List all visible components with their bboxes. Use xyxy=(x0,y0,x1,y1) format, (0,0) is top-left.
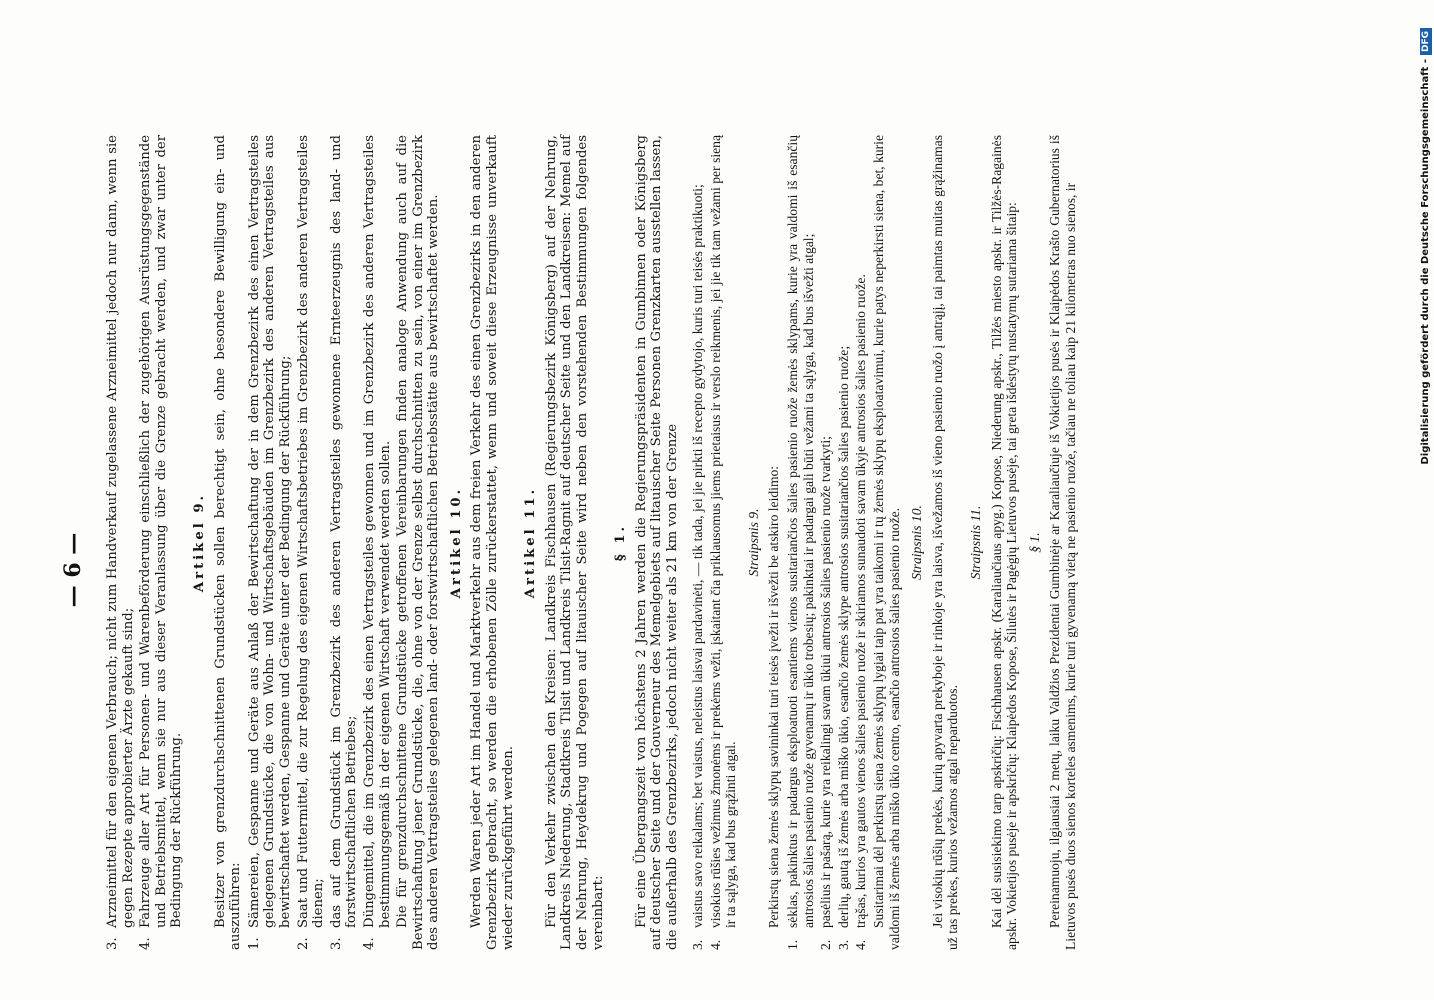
item-text: visokios rūšies vežimus žmonėms ir prekėms vežti, įskaitant čia priklausomus jiems prietaisus ir verslo reikmenis, jei jie tik tam vežami per sieną ir ta sąlyga, kad bus grąžinti atgal. xyxy=(707,135,739,928)
german-article-11-title: Artikel 11. xyxy=(523,486,539,599)
german-article-11-text: Für den Verkehr zwischen den Kreisen: Landkreis Fischhausen (Regierungsbezirk Königsberg) auf der Nehrung, Landkreis Niederung, Stadtkreis Tilsit und Landkreis Tilsit-Ragnit auf deutscher Seite und den Landkreisen: Memel auf der Nehrung, Heydekrug und Pogegen auf litauischer Seite wird neben den vorstehenden Bestimmungen folgendes vereinbart: xyxy=(543,135,606,950)
german-article-10-title: Artikel 10. xyxy=(448,486,464,599)
german-art9-item-2 xyxy=(296,135,327,950)
lithuanian-item-4 xyxy=(708,135,739,950)
german-section-1-title: § 1. xyxy=(613,523,629,562)
item-number: 4. xyxy=(138,937,154,950)
dfg-logo: DFG xyxy=(1420,28,1432,55)
item-number: 4. xyxy=(707,939,723,950)
item-number: 3. xyxy=(690,939,705,950)
credit-text: Digitalisierung gefördert durch die Deutsche Forschungsgemeinschaft - xyxy=(1420,59,1431,465)
item-number: 3. xyxy=(105,937,120,950)
lithuanian-art9-item-3 xyxy=(836,135,852,950)
lithuanian-article-11-text: Kai dėl susisiekimo tarp apskričių: Fischhausen apskr. (Karaliaučiaus apyg.) Kopose, Niederung apskr., Tilžės miesto apskr. ir Tilžės-Ragainės apskr. Vokietijos pusėje ir apskričių: Klaipėdos Kopose, Šilutės ir Pagėgių Lietuvos pusėje, tai greta išdėstytų nustatymų sutariama šitaip: xyxy=(988,135,1020,950)
german-art9-item-4 xyxy=(362,135,393,950)
item-text: pasėlius ir pašarą, kurie yra reikalingi savam ūkiui antrosios šalies pasienio ruože tvarkyti; xyxy=(818,436,834,928)
item-text: trąšas, kurios yra gautos vienos šalies pasienio ruože ir skiriamos sunaudoti savam ūkyje antrosios šalies pasienio ruože. xyxy=(853,274,869,928)
lithuanian-article-10-text: Jei visokių rūšių prekės, kurių apyvarta prekyboje ir rinkoje yra laisva, išvežamos iš vieno pasienio ruožo į antrąjį, tai paimtas muitas grąžinamas už tas prekes, kurios vežamos atgal neparduotos. xyxy=(929,135,961,950)
german-item-4 xyxy=(138,135,185,950)
lithuanian-item-3 xyxy=(690,135,706,950)
item-text: vaistus savo reikalams; bet vaistus, neleistus laisvai pardavinėti, — tik tada, jei jie pirkti iš recepto gydytojo, kuris turi teisės praktikuoti; xyxy=(690,184,705,928)
digitization-credit-text xyxy=(1420,28,1432,988)
item-number: 4. xyxy=(853,939,869,950)
item-text: Arzneimittel für den eigenen Verbrauch; nicht zum Handverkauf zugelassene Arzneimittel jedoch nur dann, wenn sie gegen Rezepte approbierter Ärzte gekauft sind; xyxy=(105,135,136,928)
item-text: derlių, gautą iš žemės arba miško ūkio, esančio žemės sklype antrosios susitariančios šalies pasienio ruože; xyxy=(835,345,851,928)
german-article-10-text: Werden Waren jeder Art im Handel und Marktverkehr aus dem freien Verkehr des einen Grenzbezirks in den anderen Grenzbezirk gebracht, so werden die erhobenen Zölle zurückerstattet, wenn und soweit diese Erzeugnisse unverkauft wieder zurückgeführt werden. xyxy=(469,135,516,950)
german-article-9-intro: Besitzer von grenzdurchschnittenen Grundstücken sollen berechtigt sein, ohne besondere Bewilligung ein- und auszuführen: xyxy=(212,135,244,950)
lithuanian-article-9-title: Straipsnis 9. xyxy=(745,508,761,577)
lithuanian-article-9-closing: Susitarimai dėl perkirstų siena žemės sklypų lygiai taip pat yra taikomi ir tų žemės sklypų eksploatavimui, kurie patys neperkirsti siena, bet, kurie valdomi iš žemės arba miško ūkio centro, esančio antrosios šalies pasienio ruože. xyxy=(870,135,902,950)
lithuanian-section-1-text: Pereinamuoju, ilgiausiai 2 metų, laiku Valdžios Prezidentai Gumbinėje ar Karaliaučiuje iš Vokietijos pusės ir Klaipėdos Krašto Gubernatorius iš Lietuvos pusės duos sienos korteles asmenims, kurie turi gyvenamą vietą ne pasienio ruože, tačiau ne toliau kaip 21 kilometras nuo sienos, ir xyxy=(1047,135,1078,950)
lithuanian-column xyxy=(690,135,1250,950)
rotated-page-content xyxy=(45,0,1345,1000)
lithuanian-art9-item-1 xyxy=(785,135,816,950)
item-number: 2. xyxy=(818,939,834,950)
lithuanian-article-9-intro: Perkirstų siena žemės sklypų savininkai turi teisės įvežti ir išvežti be atskiro leidimo: xyxy=(766,465,782,928)
item-text: Fahrzeuge aller Art für Personen- und Warenbeförderung einschließlich der zugehörigen Ausrüstungsgegenstände und Betriebsmittel, wenn sie nur aus dieser Veranlassung über die Grenze gebracht werden, und zwar unter der Bedingung der Rückführung. xyxy=(138,135,185,928)
german-art9-item-1 xyxy=(247,135,294,950)
item-number: 1. xyxy=(784,939,800,950)
digitization-credit xyxy=(1420,8,1432,992)
item-text: das auf dem Grundstück im Grenzbezirk des anderen Vertragsteiles gewonnene Ernteerzeugnis des land- und forstwirtschaftlichen Betriebes; xyxy=(328,135,360,928)
item-text: Düngemittel, die im Grenzbezirk des einen Vertragsteiles gewonnen und im Grenzbezirk des anderen Vertragsteiles bestimmungsgemäß in der eigenen Wirtschaft verwendet werden sollen. xyxy=(361,135,393,928)
lithuanian-section-1-title: § 1. xyxy=(1026,532,1042,553)
item-number: 3. xyxy=(328,937,344,950)
lithuanian-art9-item-2 xyxy=(818,135,834,950)
item-number: 3. xyxy=(835,939,851,950)
lithuanian-art9-item-4 xyxy=(853,135,869,950)
item-number: 2. xyxy=(295,937,311,950)
item-text: sėklas, pakinktus ir padargus eksploatuoti esantiems vienos susitariančios šalies pasienio ruože žemės sklypams, kurie yra valdomi iš esančių antrosios šalies pasienio ruože gyvenamų ir ūkio trobesių; pakinktai ir padargai gali būti vežami ta sąlyga, kad bus išvežti atgal; xyxy=(784,135,816,928)
lithuanian-article-11-title: Straipsnis 11. xyxy=(967,505,983,580)
item-number: 1. xyxy=(246,937,262,950)
german-item-3 xyxy=(105,135,136,950)
german-article-9-closing: Die für grenzdurchschnittene Grundstücke getroffenen Vereinbarungen finden analoge Anwendung auch auf die Bewirtschaftung jener Grundstücke, die, ohne von der Grenze selbst durchschnitten zu sein, von einer im Grenzbezirk des anderen Vertragsteiles gelegenen land- oder forstwirtschaftlichen Betriebsstätte aus bewirtschaftet werden. xyxy=(395,135,442,950)
lithuanian-article-10-title: Straipsnis 10. xyxy=(909,505,925,580)
german-article-9-title: Artikel 9. xyxy=(191,492,207,593)
item-number: 4. xyxy=(361,937,377,950)
item-text: Saat und Futtermittel, die zur Regelung des eigenen Wirtschaftsbetriebes im Grenzbezirk des anderen Vertragsteiles dienen; xyxy=(295,135,327,928)
item-text: Sämereien, Gespanne und Geräte aus Anlaß der Bewirtschaftung der in dem Grenzbezirk des einen Vertragsteiles gelegenen Grundstücke, die von Wohn- und Wirtschaftsgebäuden im Grenzbezirk des anderen Vertragsteiles aus bewirtschaftet werden, Gespanne und Geräte unter der Bedingung der Rückführung; xyxy=(246,135,293,928)
german-column xyxy=(105,135,680,950)
page-number: — 6 — xyxy=(60,532,86,608)
german-art9-item-3 xyxy=(329,135,360,950)
german-section-1-text: Für eine Übergangszeit von höchstens 2 Jahren werden die Regierungspräsidenten in Gumbinnen oder Königsberg auf deutscher Seite und der Gouverneur des Memelgebiets auf litauischer Seite Personen Grenzkarten ausstellen lassen, die außerhalb des Grenzbezirks, jedoch nicht weiter als 21 km von der Grenze xyxy=(633,135,680,950)
